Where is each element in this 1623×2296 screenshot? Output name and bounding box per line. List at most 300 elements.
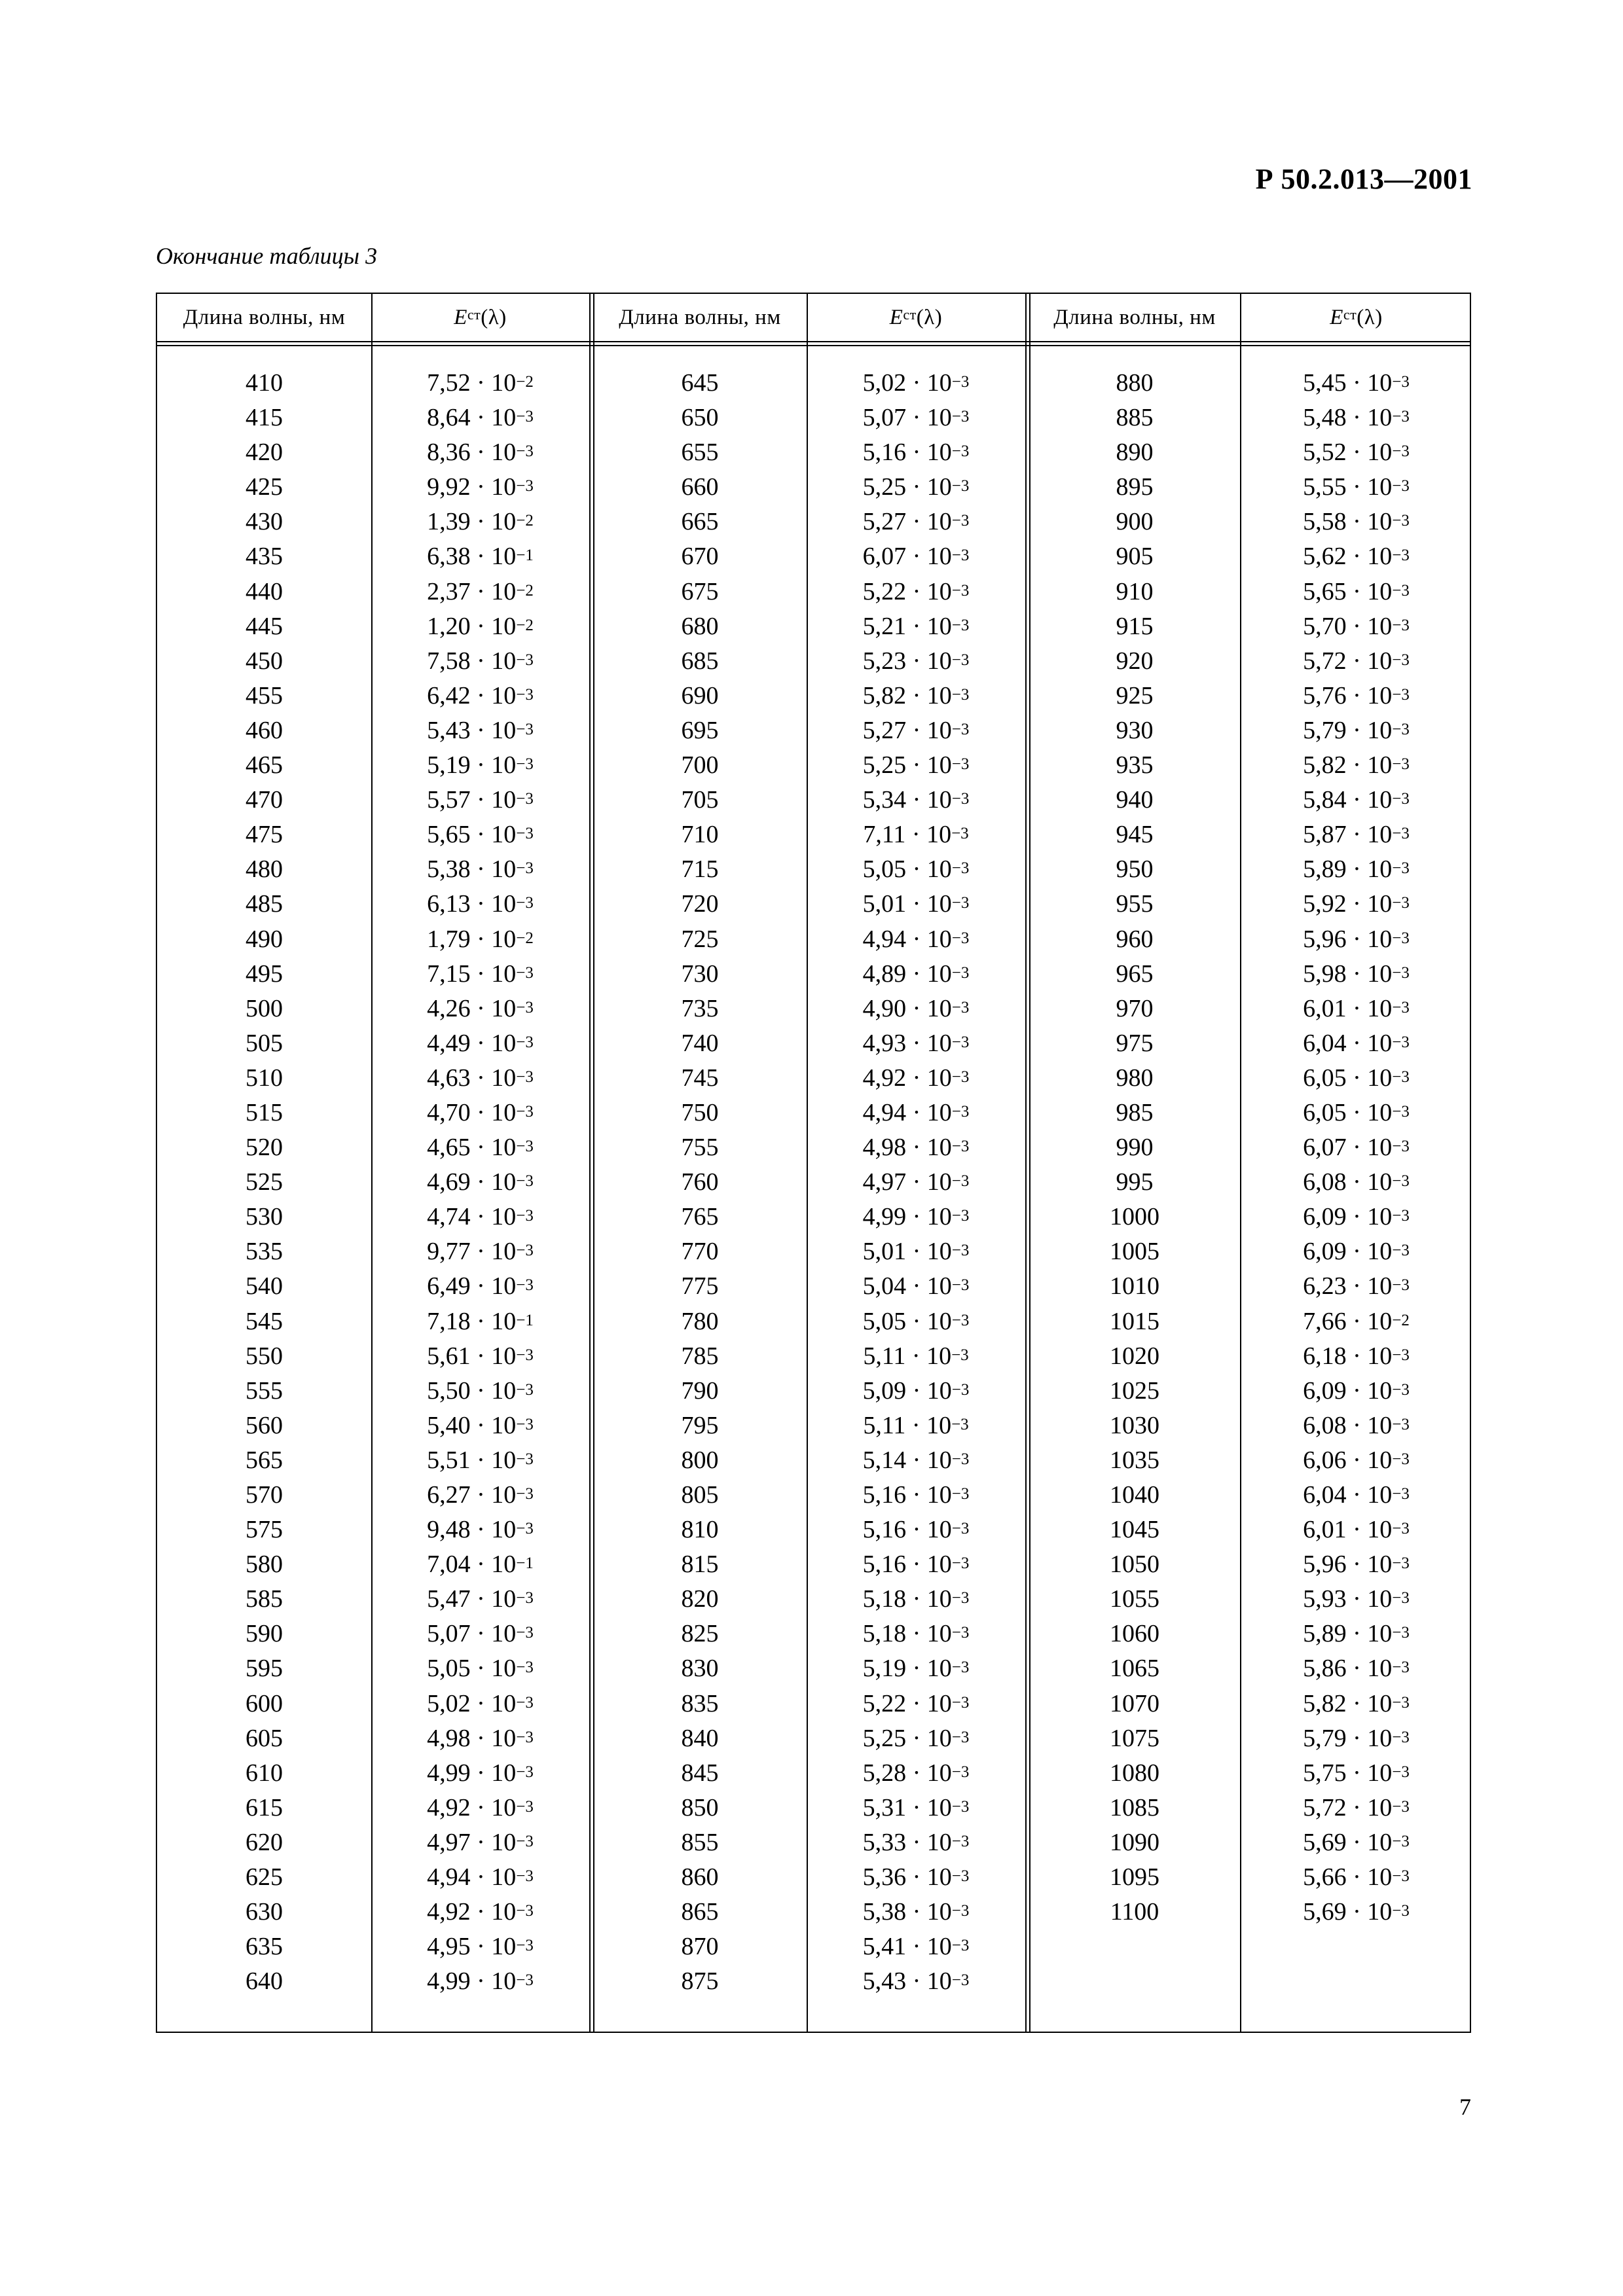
wavelength-cell: 750 [681,1098,719,1126]
irradiance-cell [807,1582,1025,1617]
irradiance-cell [1240,1339,1472,1374]
exponent: −3 [516,651,534,669]
power-base: 10 [491,1029,517,1057]
power-base: 10 [926,1759,952,1787]
power-base: 10 [926,1620,952,1648]
times-sign: · [906,890,927,918]
power-base: 10 [926,1689,952,1717]
mantissa: 5,01 [862,1238,907,1266]
power-base: 10 [926,925,952,953]
irradiance-cell [1240,1443,1472,1478]
wavelength-cell: 475 [246,821,283,849]
power-base: 10 [1367,1759,1393,1787]
irradiance-cell [1240,1687,1472,1721]
wavelength-cell: 995 [1116,1168,1154,1196]
power-base: 10 [491,1238,517,1266]
mantissa: 5,92 [1303,890,1347,918]
exponent: −3 [516,1415,534,1433]
exponent: −3 [1392,1624,1410,1642]
wavelength-cell: 555 [246,1376,283,1405]
power-base: 10 [491,681,517,709]
wavelength-cell: 775 [681,1272,719,1300]
times-sign: · [470,1585,492,1613]
power-base: 10 [926,612,952,640]
times-sign: · [470,1898,492,1926]
exponent: −3 [1392,651,1410,669]
wavelength-cell: 720 [681,890,719,918]
times-sign: · [1346,577,1368,605]
times-sign: · [470,716,492,744]
exponent: −1 [516,547,534,565]
times-sign: · [1346,1064,1368,1092]
power-base: 10 [926,369,952,397]
irradiance-cell [807,1825,1025,1860]
power-base: 10 [491,577,517,605]
mantissa: 5,65 [427,821,471,849]
column-divider-double [1025,294,1027,2032]
mantissa: 4,90 [862,994,907,1022]
wavelength-cell: 1080 [1110,1759,1159,1787]
power-base: 10 [1367,612,1393,640]
irradiance-cell [1240,1860,1472,1895]
irradiance-cell [807,1547,1025,1582]
times-sign: · [470,612,492,640]
irradiance-cell [1240,366,1472,401]
power-base: 10 [926,1307,952,1335]
power-base: 10 [491,508,517,536]
irradiance-cell [371,679,589,713]
mantissa: 5,61 [427,1342,471,1370]
exponent: −3 [516,859,534,878]
mantissa: 5,55 [1303,473,1347,501]
mantissa: 9,48 [427,1516,471,1544]
times-sign: · [470,543,492,571]
power-base: 10 [491,1272,517,1300]
irradiance-cell [371,1165,589,1200]
wavelength-cell: 435 [246,543,283,571]
exponent: −3 [516,963,534,982]
power-base: 10 [926,960,952,988]
exponent: −3 [516,998,534,1016]
mantissa: 8,36 [427,439,471,467]
power-base: 10 [926,855,952,884]
exponent: −3 [1392,1138,1410,1156]
power-base: 10 [926,439,952,467]
times-sign: · [1346,681,1368,709]
exponent: −3 [1392,1242,1410,1260]
exponent: −2 [516,929,534,947]
times-sign: · [470,1689,492,1717]
wavelength-cell: 445 [246,612,283,640]
mantissa: 6,09 [1303,1203,1347,1231]
exponent: −3 [951,1207,970,1225]
exponent: −3 [951,720,970,738]
irradiance-cell [1240,609,1472,644]
wavelength-cell: 1090 [1110,1828,1159,1856]
wavelength-cell: 825 [681,1620,719,1648]
wavelength-cell: 510 [246,1064,283,1092]
mantissa: 5,66 [1303,1863,1347,1892]
power-base: 10 [926,543,952,571]
mantissa: 5,86 [1303,1655,1347,1683]
power-base: 10 [491,1759,517,1787]
wavelength-cell: 685 [681,647,719,675]
irradiance-cell [371,1026,589,1061]
mantissa: 5,21 [862,612,907,640]
power-base: 10 [926,1585,952,1613]
exponent: −3 [951,1867,970,1886]
wavelength-cell: 530 [246,1203,283,1231]
exponent: −3 [951,963,970,982]
wavelength-cell: 850 [681,1793,719,1821]
exponent: −3 [516,1102,534,1121]
irradiance-cell [1240,505,1472,539]
times-sign: · [905,821,927,849]
mantissa: 5,07 [427,1620,471,1648]
irradiance-cell [1240,783,1472,817]
power-base: 10 [491,1689,517,1717]
wavelength-cell: 1000 [1110,1203,1159,1231]
times-sign: · [1346,1272,1368,1300]
power-base: 10 [1367,1551,1393,1579]
wavelength-cell: 960 [1116,925,1154,953]
exponent: −3 [516,1207,534,1225]
times-sign: · [470,681,492,709]
irradiance-cell [807,1165,1025,1200]
times-sign: · [470,1516,492,1544]
mantissa: 5,23 [862,647,907,675]
exponent: −3 [516,1346,534,1364]
times-sign: · [906,1203,927,1231]
exponent: −3 [1392,547,1410,565]
times-sign: · [1346,1620,1368,1648]
irradiance-cell [1240,1304,1472,1339]
mantissa: 4,70 [427,1098,471,1126]
power-base: 10 [491,369,517,397]
wavelength-cell: 1045 [1110,1516,1159,1544]
times-sign: · [1346,925,1368,953]
irradiance-cell [807,817,1025,852]
exponent: −3 [951,825,969,843]
mantissa: 5,11 [863,1411,906,1439]
power-base: 10 [1367,1411,1393,1439]
irradiance-cell [371,1478,589,1513]
wavelength-cell: 760 [681,1168,719,1196]
power-base: 10 [1367,1620,1393,1648]
power-base: 10 [1367,681,1393,709]
mantissa: 5,27 [862,716,907,744]
times-sign: · [470,1655,492,1683]
exponent: −3 [1392,929,1410,947]
wavelength-cell: 465 [246,751,283,780]
wavelength-cell: 580 [246,1551,283,1579]
irradiance-cell [807,366,1025,401]
exponent: −3 [951,1485,970,1503]
power-base: 10 [926,1064,952,1092]
irradiance-cell [371,1547,589,1582]
exponent: −3 [951,790,970,808]
times-sign: · [470,508,492,536]
mantissa: 1,20 [427,612,471,640]
mantissa: 5,96 [1303,925,1347,953]
times-sign: · [470,1238,492,1266]
mantissa: 4,69 [427,1168,471,1196]
power-base: 10 [926,1793,952,1821]
exponent: −3 [951,1102,970,1121]
irradiance-cell [371,713,589,748]
mantissa: 5,25 [862,473,907,501]
exponent: −3 [1392,1450,1410,1468]
times-sign: · [1346,1863,1368,1892]
irradiance-cell [371,505,589,539]
irradiance-cell [371,435,589,470]
wavelength-cell: 970 [1116,994,1154,1022]
irradiance-cell [371,1130,589,1165]
power-base: 10 [491,1793,517,1821]
exponent: −3 [516,720,534,738]
power-base: 10 [1367,439,1393,467]
times-sign: · [470,1411,492,1439]
power-base: 10 [926,1481,952,1509]
exponent: −3 [951,1067,970,1086]
symbol-sup: ст [1343,306,1357,323]
irradiance-cell [1240,1791,1472,1825]
wavelength-cell: 875 [681,1967,719,1996]
wavelength-cell: 1005 [1110,1238,1159,1266]
power-base: 10 [1367,751,1393,780]
exponent: −3 [951,442,970,461]
mantissa: 5,02 [427,1689,471,1717]
power-base: 10 [491,821,517,849]
wavelength-cell: 870 [681,1933,719,1961]
times-sign: · [1346,1759,1368,1787]
irradiance-cell [371,1408,589,1443]
exponent: −3 [951,1138,970,1156]
times-sign: · [1346,1655,1368,1683]
wavelength-cell: 1015 [1110,1307,1159,1335]
irradiance-cell [807,922,1025,957]
exponent: −3 [516,1589,534,1607]
mantissa: 4,93 [862,1029,907,1057]
power-base: 10 [491,1516,517,1544]
times-sign: · [906,1689,927,1717]
wavelength-cell: 650 [681,404,719,432]
power-base: 10 [491,439,517,467]
power-base: 10 [491,1655,517,1683]
irradiance-cell [1240,1096,1472,1130]
exponent: −3 [516,1033,534,1051]
exponent: −3 [1392,685,1410,704]
wavelength-cell: 560 [246,1411,283,1439]
irradiance-cell [1240,679,1472,713]
times-sign: · [1346,508,1368,536]
times-sign: · [470,1551,492,1579]
exponent: −3 [1392,1693,1410,1712]
wavelength-cell: 925 [1116,681,1154,709]
exponent: −1 [516,1554,534,1573]
power-base: 10 [1367,821,1393,849]
irradiance-cell [371,1617,589,1651]
power-base: 10 [1367,1029,1393,1057]
irradiance-cell [1240,713,1472,748]
irradiance-cell [371,1096,589,1130]
irradiance-cell [807,748,1025,783]
wavelength-cell: 725 [681,925,719,953]
wavelength-cell: 420 [246,439,283,467]
power-base: 10 [1367,473,1393,501]
irradiance-cell [807,435,1025,470]
power-base: 10 [491,855,517,884]
mantissa: 5,96 [1303,1551,1347,1579]
times-sign: · [470,751,492,780]
power-base: 10 [491,1551,517,1579]
mantissa: 5,38 [862,1898,907,1926]
wavelength-cell: 845 [681,1759,719,1787]
wavelength-cell: 740 [681,1029,719,1057]
wavelength-cell: 895 [1116,473,1154,501]
mantissa: 5,22 [862,577,907,605]
wavelength-cell: 990 [1116,1134,1154,1162]
wavelength-cell: 655 [681,439,719,467]
times-sign: · [470,439,492,467]
wavelength-cell: 770 [681,1238,719,1266]
mantissa: 4,74 [427,1203,471,1231]
exponent: −3 [1392,1589,1410,1607]
exponent: −3 [516,1763,534,1781]
mantissa: 6,49 [427,1272,471,1300]
times-sign: · [1346,994,1368,1022]
times-sign: · [906,1898,927,1926]
wavelength-cell: 605 [246,1724,283,1752]
mantissa: 6,06 [1303,1446,1347,1474]
power-base: 10 [491,1898,517,1926]
exponent: −3 [516,1693,534,1712]
irradiance-cell [1240,435,1472,470]
exponent: −3 [1392,1067,1410,1086]
wavelength-cell: 645 [681,369,719,397]
mantissa: 5,16 [862,1481,907,1509]
mantissa: 7,04 [427,1551,471,1579]
wavelength-cell: 1040 [1110,1481,1159,1509]
power-base: 10 [926,577,952,605]
mantissa: 4,98 [427,1724,471,1752]
wavelength-cell: 660 [681,473,719,501]
power-base: 10 [1367,1689,1393,1717]
mantissa: 5,22 [862,1689,907,1717]
times-sign: · [1346,612,1368,640]
times-sign: · [906,960,927,988]
mantissa: 6,27 [427,1481,471,1509]
times-sign: · [470,1724,492,1752]
power-base: 10 [491,994,517,1022]
exponent: −2 [1392,1311,1410,1329]
mantissa: 1,79 [427,925,471,953]
power-base: 10 [491,1307,517,1335]
wavelength-cell: 615 [246,1793,283,1821]
power-base: 10 [1367,1828,1393,1856]
wavelength-cell: 955 [1116,890,1154,918]
times-sign: · [470,1168,492,1196]
irradiance-cell [807,1096,1025,1130]
power-base: 10 [1367,1655,1393,1683]
mantissa: 5,76 [1303,681,1347,709]
times-sign: · [1346,1307,1368,1335]
times-sign: · [470,1967,492,1996]
times-sign: · [470,1759,492,1787]
wavelength-cell: 900 [1116,508,1154,536]
exponent: −3 [516,1937,534,1955]
page-number: 7 [1459,2094,1471,2120]
wavelength-cell: 485 [246,890,283,918]
mantissa: 6,01 [1303,1516,1347,1544]
wavelength-cell: 820 [681,1585,719,1613]
power-base: 10 [491,1411,517,1439]
mantissa: 7,52 [427,369,471,397]
exponent: −3 [951,512,970,530]
irradiance-cell [371,1964,589,1999]
irradiance-cell [1240,748,1472,783]
wavelength-cell: 500 [246,994,283,1022]
times-sign: · [470,1620,492,1648]
times-sign: · [1346,1098,1368,1126]
times-sign: · [906,1481,927,1509]
mantissa: 5,82 [1303,751,1347,780]
mantissa: 6,42 [427,681,471,709]
power-base: 10 [1367,1481,1393,1509]
mantissa: 5,11 [863,1342,906,1370]
irradiance-cell [371,1651,589,1686]
irradiance-cell [371,1582,589,1617]
power-base: 10 [926,1724,952,1752]
wavelength-cell: 675 [681,577,719,605]
mantissa: 5,25 [862,1724,907,1752]
mantissa: 4,99 [862,1203,907,1231]
symbol-sup: ст [903,306,917,323]
exponent: −3 [1392,1554,1410,1573]
wavelength-cell: 1100 [1110,1898,1159,1926]
wavelength-cell: 905 [1116,543,1154,571]
power-base: 10 [1367,647,1393,675]
power-base: 10 [1367,1342,1393,1370]
mantissa: 4,92 [427,1898,471,1926]
power-base: 10 [926,1655,952,1683]
irradiance-cell [807,1617,1025,1651]
wavelength-cell: 450 [246,647,283,675]
exponent: −3 [516,790,534,808]
times-sign: · [906,1376,927,1405]
wavelength-cell: 815 [681,1551,719,1579]
exponent: −3 [1392,1659,1410,1677]
wavelength-cell: 410 [246,369,283,397]
exponent: −3 [516,477,534,495]
irradiance-cell [807,1130,1025,1165]
mantissa: 7,66 [1303,1307,1347,1335]
power-base: 10 [1367,1134,1393,1162]
times-sign: · [906,1029,927,1057]
mantissa: 5,82 [862,681,907,709]
irradiance-cell [371,1269,589,1304]
power-base: 10 [491,1724,517,1752]
irradiance-cell [807,783,1025,817]
times-sign: · [906,1828,927,1856]
power-base: 10 [1367,1272,1393,1300]
times-sign: · [470,960,492,988]
mantissa: 5,82 [1303,1689,1347,1717]
irradiance-cell [1240,1026,1472,1061]
exponent: −3 [1392,1415,1410,1433]
irradiance-cell [807,1061,1025,1096]
wavelength-cell: 600 [246,1689,283,1717]
